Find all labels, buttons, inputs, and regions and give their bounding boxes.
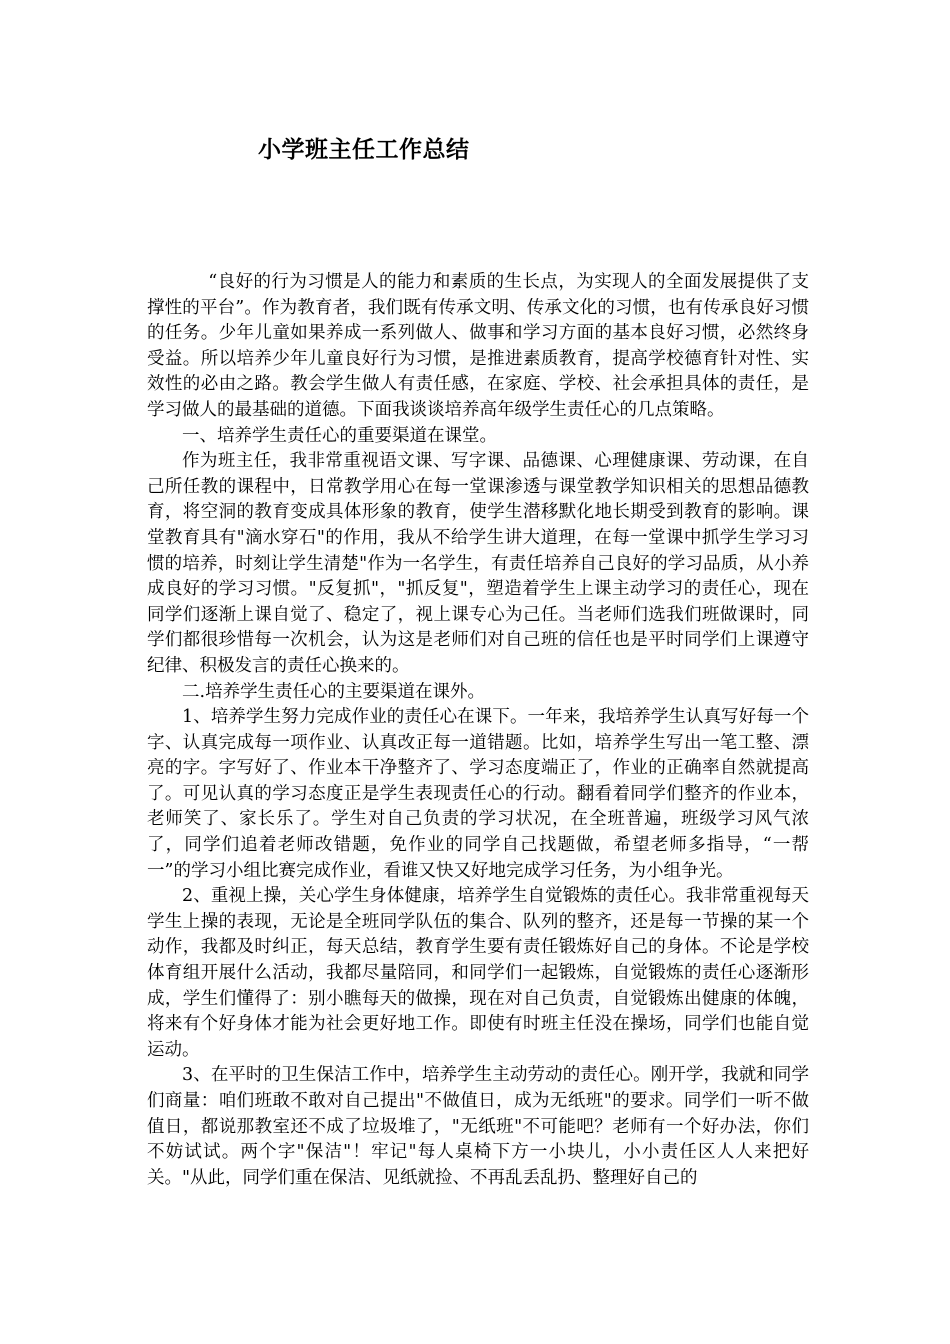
section-2-item-2-paragraph: 2、重视上操，关心学生身体健康，培养学生自觉锻炼的责任心。我非常重视每天学生上操的表现，无论是全班同学队伍的集合、队列的整齐，还是每一节操的某一个动作，我都及时纠正，每天总结，教育学生要有责任锻炼好自己的身体。不论是学校体育组开展什么活动，我都尽量陪同，和同学们一起锻炼，自觉锻炼的责任心逐渐形成，学生们懂得了：别小瞧每天的做操，现在对自己负责，自觉锻炼出健康的体魄，将来有个好身体才能为社会更好地工作。即使有时班主任没在操场，同学们也能自觉运动。 <box>147 886 809 1060</box>
document-body <box>147 270 809 1191</box>
section-1-paragraph: 作为班主任，我非常重视语文课、写字课、品德课、心理健康课、劳动课，在自己所任教的课程中，日常教学用心在每一堂课渗透与课堂教学知识相关的思想品德教育，将空洞的教育变成具体形象的教育，使学生潜移默化地长期受到教育的影响。课堂教育具有"滴水穿石"的作用，我从不给学生讲大道理，在每一堂课中抓学生学习习惯的培养，时刻让学生清楚"作为一名学生，有责任培养自己良好的学习品质，从小养成良好的学习习惯。"反复抓"，"抓反复"，塑造着学生上课主动学习的责任心，现在同学们逐渐上课自觉了、稳定了，视上课专心为己任。当老师们选我们班做课时，同学们都很珍惜每一次机会，认为这是老师们对自己班的信任也是平时同学们上课遵守纪律、积极发言的责任心换来的。 <box>147 451 809 676</box>
section-2-item-3-paragraph: 3、在平时的卫生保洁工作中，培养学生主动劳动的责任心。刚开学，我就和同学们商量：咱们班敢不敢对自己提出"不做值日，成为无纸班"的要求。同学们一听不做值日，都说那教室还不成了垃圾堆了，"无纸班"不可能吧？老师有一个好办法，你们不妨试试。两个字"保洁"！牢记"每人桌椅下方一小块儿，小小责任区人人来把好关。"从此，同学们重在保洁、见纸就捡、不再乱丢乱扔、整理好自己的 <box>147 1065 809 1188</box>
section-1-heading: 一、培养学生责任心的重要渠道在课堂。 <box>182 425 497 446</box>
section-2-item-1-paragraph: 1、培养学生努力完成作业的责任心在课下。一年来，我培养学生认真写好每一个字、认真完成每一项作业、认真改正每一道错题。比如，培养学生写出一笔工整、漂亮的字。字写好了、作业本干净整齐了、学习态度端正了，作业的正确率自然就提高了。可见认真的学习态度正是学生表现责任心的行动。翻看着同学们整齐的作业本，老师笑了、家长乐了。学生对自己负责的学习状况，在全班普遍，班级学习风气浓了，同学们追着老师改错题，免作业的同学自己找题做，希望老师多指导，“一帮一”的学习小组比赛完成作业，看谁又快又好地完成学习任务，为小组争光。 <box>147 707 809 881</box>
document-title: 小学班主任工作总结 <box>258 137 470 163</box>
section-2-heading: 二.培养学生责任心的主要渠道在课外。 <box>182 681 486 702</box>
intro-paragraph: “良好的行为习惯是人的能力和素质的生长点，为实现人的全面发展提供了支撑性的平台”。作为教育者，我们既有传承文明、传承文化的习惯，也有传承良好习惯的任务。少年儿童如果养成一系列做人、做事和学习方面的基本良好习惯，必然终身受益。所以培养少年儿童良好行为习惯，是推进素质教育，提高学校德育针对性、实效性的必由之路。教会学生做人有责任感，在家庭、学校、社会承担具体的责任，是学习做人的最基础的道德。下面我谈谈培养高年级学生责任心的几点策略。 <box>147 272 809 420</box>
